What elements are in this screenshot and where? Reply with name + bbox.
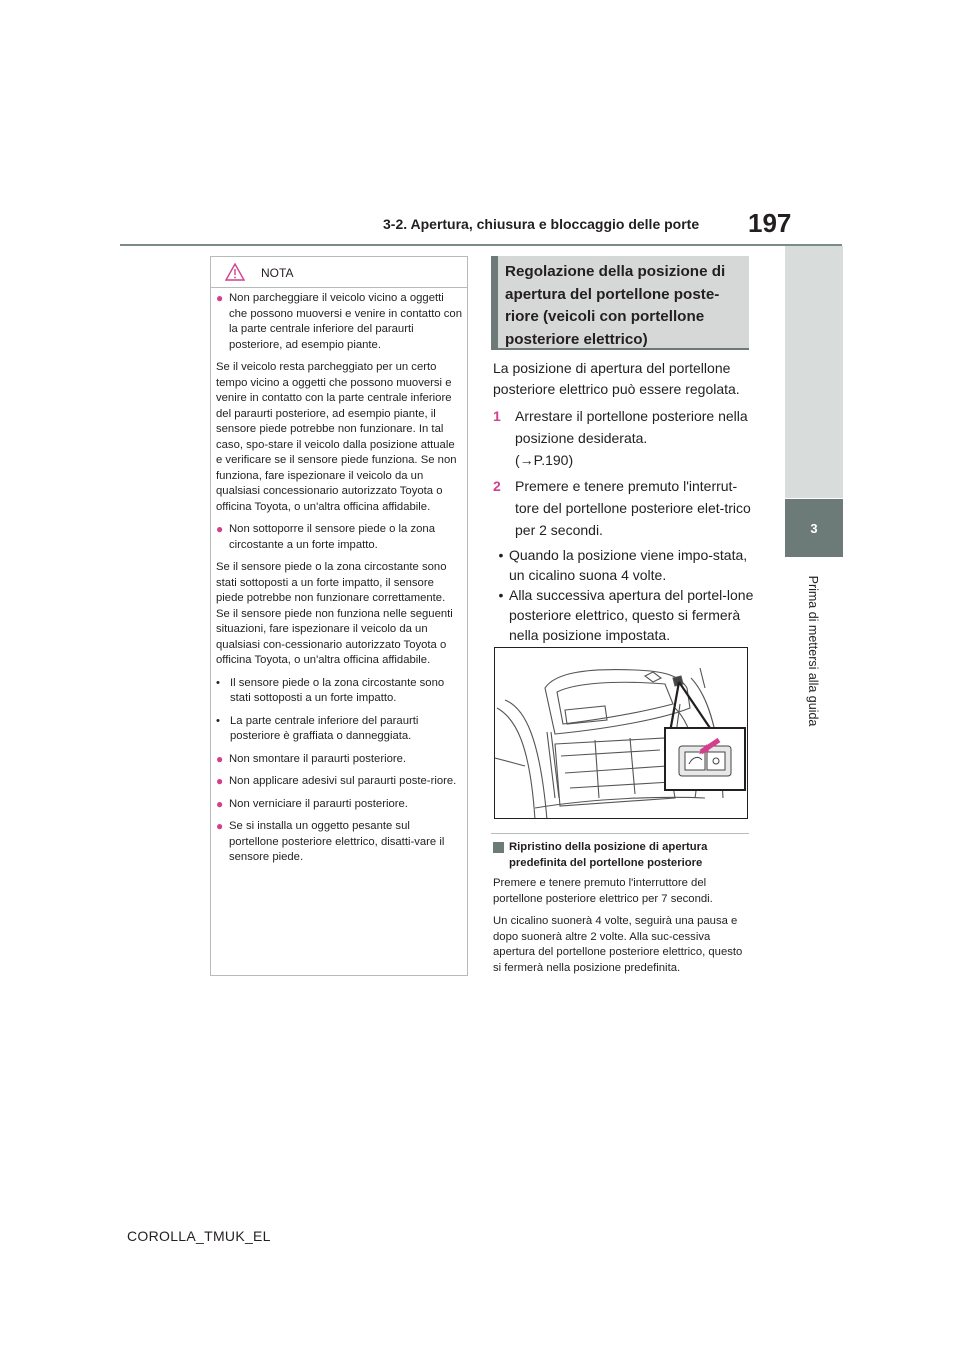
step-2: 2 Premere e tenere premuto l'interrut-tore del portellone posteriore elet-trico per 2 secondi. bbox=[493, 478, 751, 538]
note-subitem: • La parte centrale inferiore del paraurti posteriore è graffiata o danneggiata. bbox=[216, 714, 419, 742]
bullet-icon: ● bbox=[216, 819, 224, 833]
note-paragraph: Se il veicolo resta parcheggiato per un certo tempo vicino a oggetti che possono muoversi e venire in contatto con la parte centrale inferiore del paraurti posteriore, ad esempio piante, il sensore piede potrebbe non funzionare. In tal caso, spo-stare il veicolo dalla posizione attuale e verificare se il sensore piede funziona. Se non funziona, fare ispezionare il veicolo da un qualsiasi concessionario autorizzato Toyota o officina Toyota, o un'altra officina affidabile. bbox=[216, 361, 457, 513]
bullet-icon: ● bbox=[216, 522, 224, 536]
note-item: ● Se si installa un oggetto pesante sul portellone posteriore elettrico, disatti-vare il sensore piede. bbox=[216, 819, 462, 866]
chapter-tab[interactable] bbox=[785, 499, 843, 557]
note-box bbox=[210, 256, 468, 976]
note-paragraph: Se il sensore piede o la zona circostante sono stati sottoposti a un forte impatto, il sensore piede potrebbe non funzionare correttamente. Se il sensore piede non funziona nelle seguenti situazioni, fare ispezionare il veicolo da un qualsiasi con-cessionario autorizzato Toyota o officina Toyota, o un'altra officina affidabile. bbox=[216, 561, 453, 666]
subsection-paragraph: Un cicalino suonerà 4 volte, seguirà una pausa e dopo suonerà altre 2 volte. Alla suc-cessiva apertura del portellone posteriore elettrico, questo si fermerà nella posizione predefinita. bbox=[493, 915, 743, 974]
footer-model-code: COROLLA_TMUK_EL bbox=[127, 1228, 271, 1244]
note-item: ● Non applicare adesivi sul paraurti poste-riore. bbox=[216, 774, 457, 788]
section-heading-rule bbox=[491, 348, 749, 350]
info-bullet: • Alla successiva apertura del portel-lone posteriore elettrico, questo si fermerà nella posizione impostata. bbox=[498, 587, 754, 643]
tailgate-drawing bbox=[495, 648, 748, 819]
warning-triangle-icon bbox=[225, 263, 245, 286]
tailgate-illustration bbox=[494, 647, 748, 819]
step-1: 1 Arrestare il portellone posteriore nella posizione desiderata. (→P.190) bbox=[493, 408, 748, 468]
page-number: 197 bbox=[748, 208, 792, 238]
bullet-icon: ● bbox=[216, 751, 224, 766]
section-intro: La posizione di apertura del portellone posteriore elettrico può essere regolata. bbox=[493, 360, 740, 397]
section-header-title: 3-2. Apertura, chiusura e bloccaggio delle porte bbox=[383, 216, 700, 232]
subsection-paragraph: Premere e tenere premuto l'interruttore del portellone posteriore elettrico per 7 secondi. bbox=[493, 877, 713, 905]
section-body bbox=[493, 358, 755, 645]
chapter-number: 3 bbox=[810, 520, 818, 536]
note-item: ● Non smontare il paraurti posteriore. bbox=[216, 751, 407, 766]
bullet-icon: ● bbox=[216, 796, 224, 811]
note-header bbox=[211, 257, 467, 288]
header-divider bbox=[120, 244, 842, 246]
subsection bbox=[493, 840, 751, 983]
section-heading-box bbox=[491, 256, 749, 348]
bullet-icon: ● bbox=[216, 774, 224, 788]
info-bullet: • Quando la posizione viene impo-stata, un cicalino suona 4 volte. bbox=[498, 547, 748, 583]
note-item: ● Non verniciare il paraurti posteriore. bbox=[216, 796, 408, 811]
section-heading: Regolazione della posizione di apertura del portellone poste-riore (veicoli con portellone posteriore elettrico) bbox=[505, 263, 726, 348]
note-item: ● Non sottoporre il sensore piede o la zona circostante a un forte impatto. bbox=[216, 522, 462, 553]
page-reference-link[interactable]: (→P.190) bbox=[515, 452, 574, 468]
figure-divider bbox=[491, 833, 749, 834]
square-bullet-icon bbox=[493, 842, 504, 853]
chapter-label: Prima di mettersi alla guida bbox=[806, 575, 820, 727]
subsection-heading: Ripristino della posizione di apertura predefinita del portellone posteriore bbox=[493, 840, 751, 871]
note-label: NOTA bbox=[261, 266, 294, 280]
note-subitem: • Il sensore piede o la zona circostante sono stati sottoposti a un forte impatto. bbox=[216, 676, 445, 704]
side-tab-bar bbox=[785, 246, 843, 498]
note-item: ● Non parcheggiare il veicolo vicino a oggetti che possono muoversi e venire in contatto con la parte centrale inferiore del paraurti posteriore, ad esempio piante. bbox=[216, 291, 462, 353]
bullet-icon: ● bbox=[216, 291, 224, 305]
note-body bbox=[216, 291, 462, 873]
